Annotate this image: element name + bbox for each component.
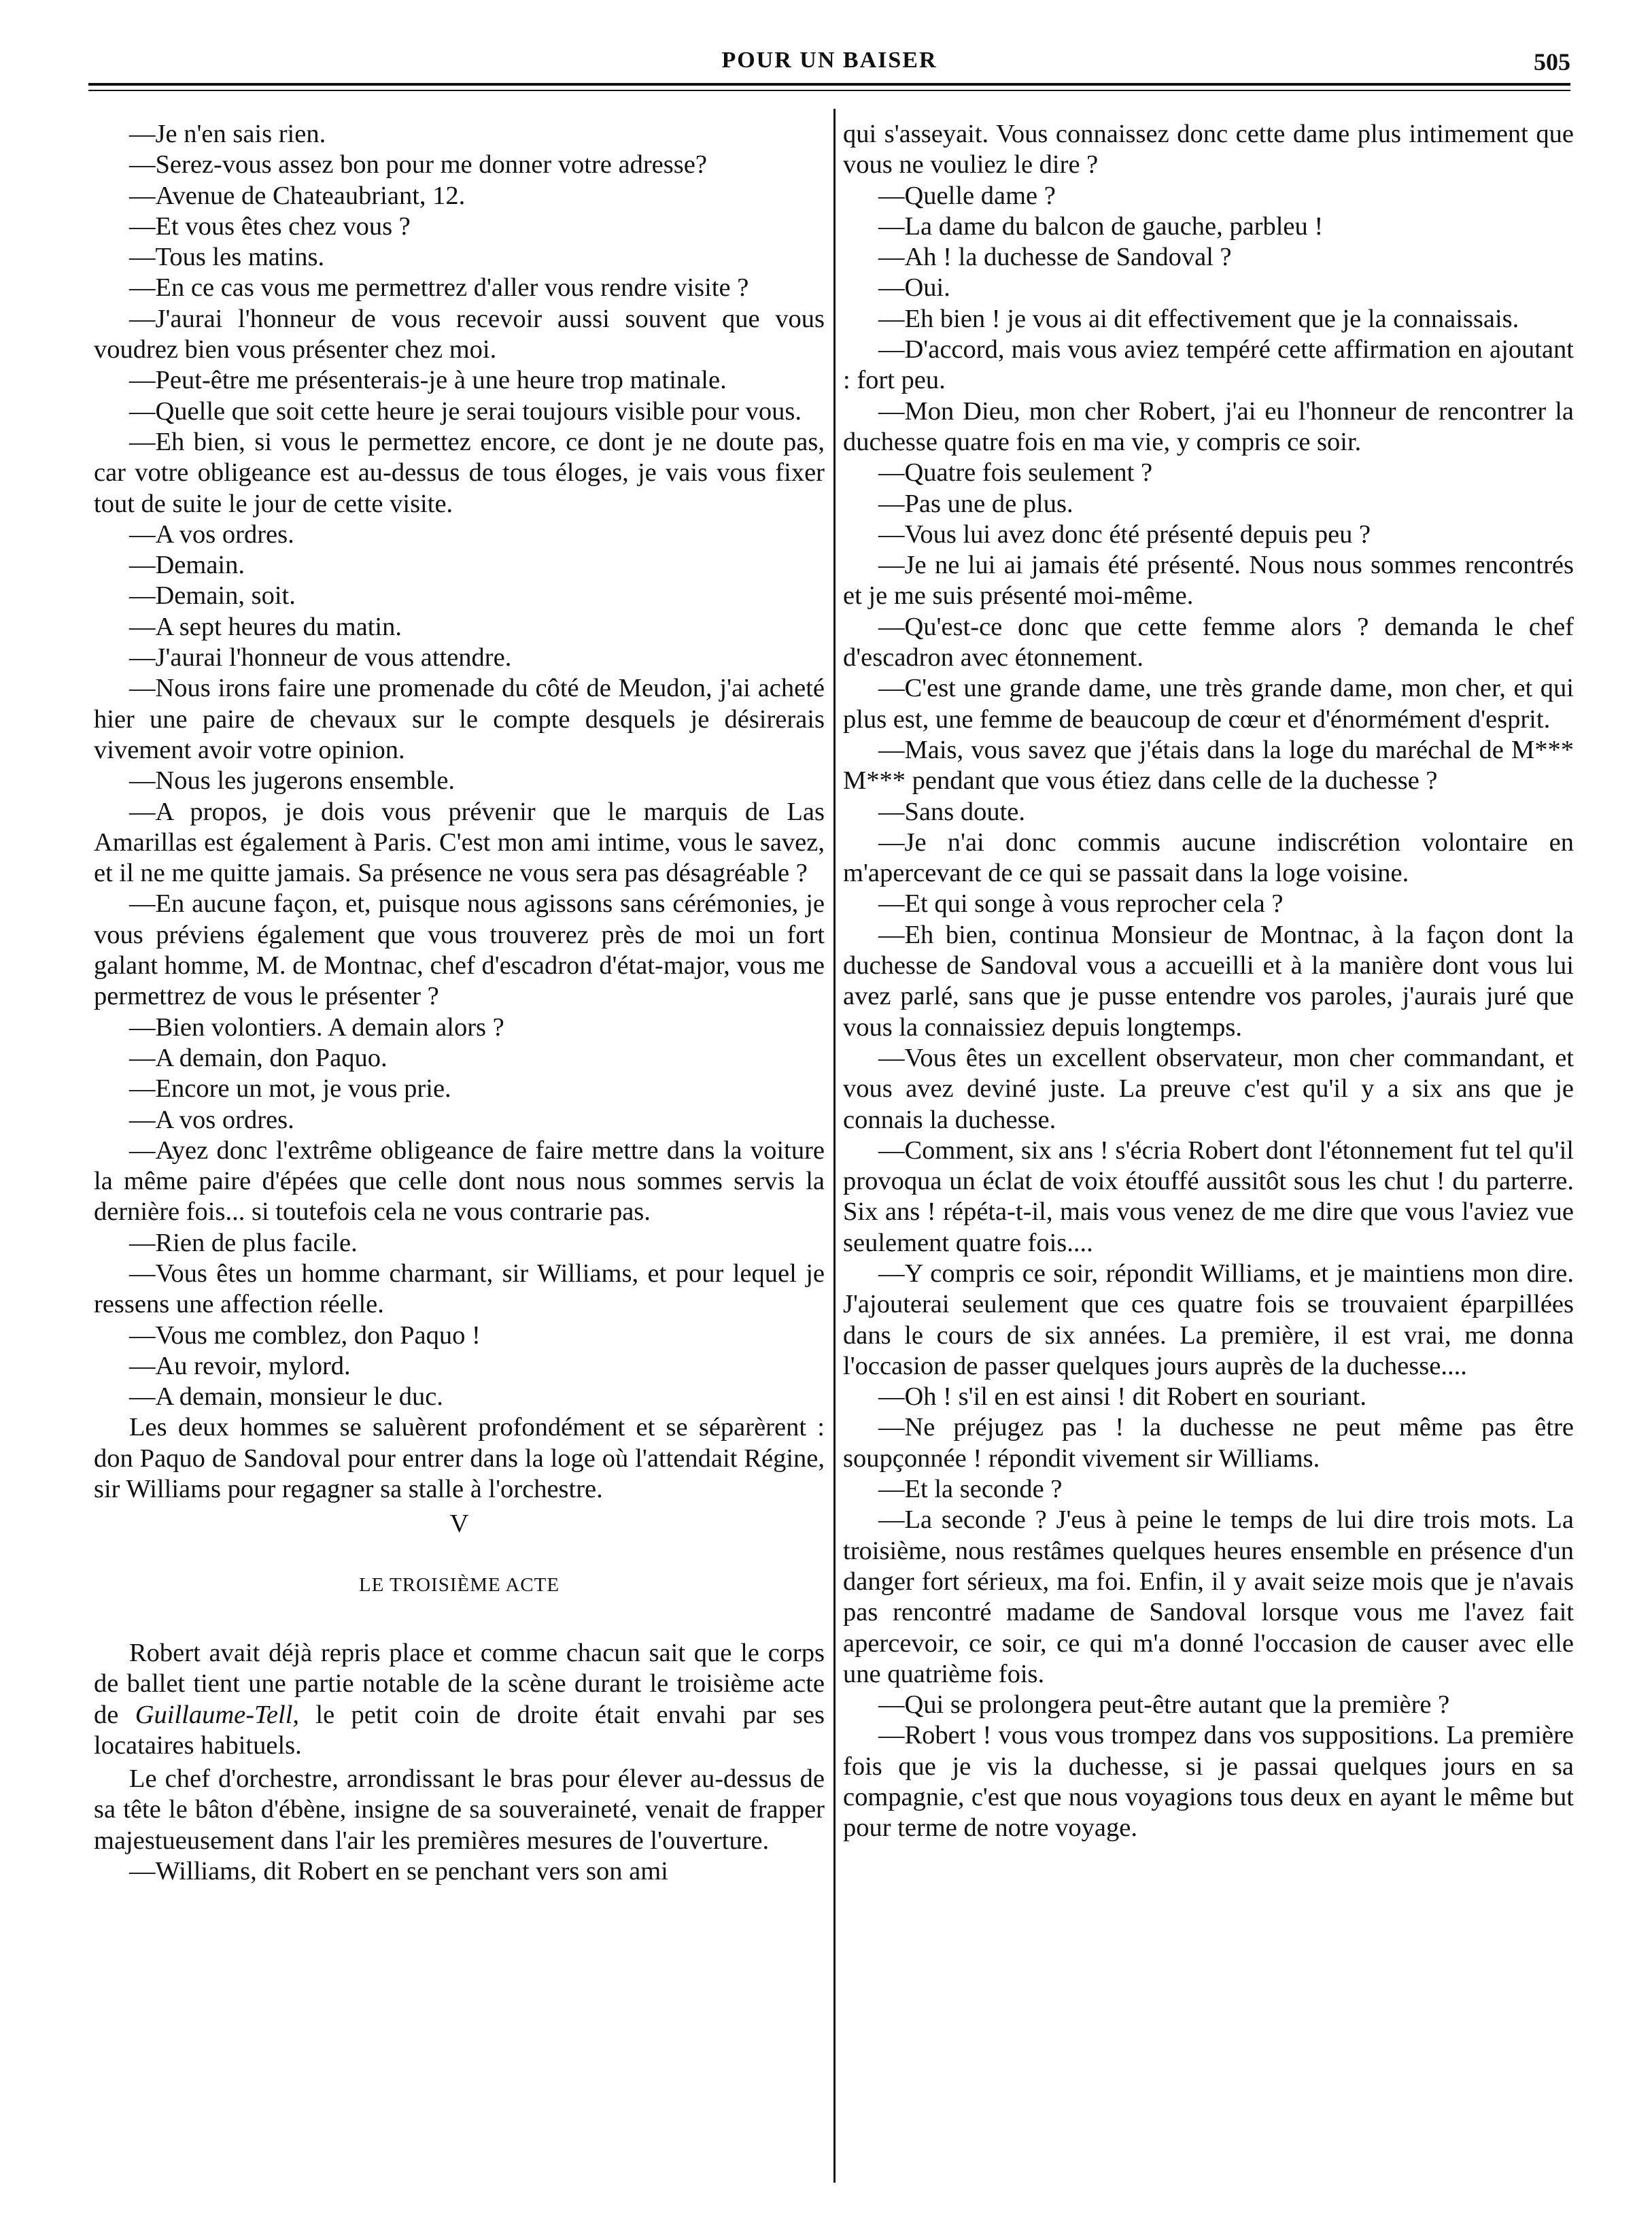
- paragraph: —Rien de plus facile.: [129, 1228, 358, 1257]
- paragraph: —Et la seconde ?: [878, 1475, 1063, 1504]
- opera-title: Guillaume-Tell,: [135, 1700, 300, 1729]
- paragraph: —Ne préjugez pas ! la duchesse ne peut même pas être soupçonnée ! répondit vivement sir Williams.: [843, 1413, 1574, 1473]
- paragraph: —Comment, six ans ! s'écria Robert dont l'étonnement fut tel qu'il provoqua un éclat de voix étouffé aussitôt sous les chut ! du parterre. Six ans ! répéta-t-il, mais vous venez de me dire que vous l'aviez vue seulement quatre fois....: [843, 1136, 1574, 1257]
- right-column: [843, 119, 1574, 1844]
- paragraph: —A demain, don Paquo.: [129, 1043, 388, 1072]
- column-divider: [833, 109, 836, 2183]
- text-run: le petit coin de droite était envahi par ses locataires habituels.: [94, 1700, 825, 1760]
- paragraph: —Oui.: [878, 273, 950, 303]
- left-column: [94, 119, 825, 1887]
- paragraph: —En aucune façon, et, puisque nous agissons sans cérémonies, je vous préviens également que vous trouverez près de moi un fort galant homme, M. de Montnac, chef d'escadron d'état-major, vous me permettrez de vous le présenter ?: [94, 889, 825, 1011]
- paragraph: —Qu'est-ce donc que cette femme alors ? demanda le chef d'escadron avec étonnement.: [843, 612, 1574, 672]
- paragraph: —Je n'en sais rien.: [129, 120, 326, 148]
- paragraph: —Et vous êtes chez vous ?: [129, 211, 411, 241]
- paragraph: —C'est une grande dame, une très grande dame, mon cher, et qui plus est, une femme de beaucoup de cœur et d'énormément d'esprit.: [843, 674, 1574, 734]
- paragraph: —Ah ! la duchesse de Sandoval ?: [878, 243, 1232, 272]
- text-run: Robert avait déjà repris place et comme chacun sait que le corps de ballet tient une partie notable de la scène durant le troisième acte de: [94, 1638, 825, 1729]
- paragraph: —A demain, monsieur le duc.: [129, 1382, 443, 1412]
- paragraph: qui s'asseyait. Vous connaissez donc cette dame plus intimement que vous ne vouliez le dire ?: [843, 120, 1574, 180]
- paragraph: —A sept heures du matin.: [129, 612, 402, 641]
- paragraph: —Peut-être me présenterais-je à une heure trop matinale.: [129, 366, 727, 395]
- paragraph: [94, 1638, 825, 1761]
- running-title: POUR UN BAISER: [721, 48, 937, 73]
- section-number: V: [449, 1509, 469, 1539]
- paragraph: —Oh ! s'il en est ainsi ! dit Robert en souriant.: [878, 1382, 1367, 1412]
- paragraph: —J'aurai l'honneur de vous recevoir aussi souvent que vous voudrez bien vous présenter chez moi.: [94, 304, 825, 364]
- paragraph: —Au revoir, mylord.: [129, 1351, 351, 1380]
- paragraph: Le chef d'orchestre, arrondissant le bras pour élever au-dessus de sa tête le bâton d'ébène, insigne de sa souveraineté, venait de frapper majestueusement dans l'air les premières mesures de l'ouverture.: [94, 1764, 825, 1855]
- paragraph: —La seconde ? J'eus à peine le temps de lui dire trois mots. La troisième, nous restâmes quelques heures ensemble en présence d'un danger fort sérieux, ma foi. Enfin, il y avait seize mois que je n'avais pas rencontré madame de Sandoval lorsque vous me l'avez fait apercevoir, ce soir, ce qui m'a donné l'occasion de causer avec elle une quatrième fois.: [843, 1505, 1574, 1688]
- header-rule-thin: [88, 90, 1570, 91]
- paragraph: —Avenue de Chateaubriant, 12.: [129, 181, 466, 210]
- paragraph: —Robert ! vous vous trompez dans vos suppositions. La première fois que je vis la duchesse, si je passai quelques jours en sa compagnie, c'est que nous voyagions tous deux en ayant le même but pour terme de notre voyage.: [843, 1721, 1574, 1843]
- paragraph: —Vous lui avez donc été présenté depuis peu ?: [878, 519, 1371, 549]
- paragraph: —Et qui songe à vous reprocher cela ?: [878, 889, 1284, 919]
- paragraph: —Bien volontiers. A demain alors ?: [129, 1012, 504, 1042]
- paragraph: —Demain, soit.: [129, 581, 296, 611]
- paragraph: —Eh bien ! je vous ai dit effectivement que je la connaissais.: [878, 304, 1519, 333]
- paragraph: Les deux hommes se saluèrent profondément et se séparèrent : don Paquo de Sandoval pour entrer dans la loge où l'attendait Régine, sir Williams pour regagner sa stalle à l'orchestre.: [94, 1413, 825, 1504]
- header-rule-thick: [88, 83, 1570, 86]
- paragraph: —Vous êtes un homme charmant, sir Williams, et pour lequel je ressens une affection réelle.: [94, 1259, 825, 1319]
- paragraph: —Qui se prolongera peut-être autant que la première ?: [878, 1690, 1450, 1720]
- paragraph: —A propos, je dois vous prévenir que le marquis de Las Amarillas est également à Paris. C'est mon ami intime, vous le savez, et il ne me quitte jamais. Sa présence ne vous sera pas désagréable ?: [94, 797, 825, 888]
- paragraph: —Williams, dit Robert en se penchant vers son ami: [129, 1857, 668, 1886]
- paragraph: —J'aurai l'honneur de vous attendre.: [129, 643, 512, 672]
- paragraph: —Sans doute.: [878, 797, 1026, 826]
- paragraph: —Quatre fois seulement ?: [878, 458, 1153, 488]
- paragraph: —Pas une de plus.: [878, 489, 1073, 518]
- page-number: 505: [1534, 48, 1570, 75]
- paragraph: —Je ne lui ai jamais été présenté. Nous nous sommes rencontrés et je me suis présenté moi-même.: [843, 551, 1574, 611]
- paragraph: —Vous êtes un excellent observateur, mon cher commandant, et vous avez deviné juste. La preuve c'est qu'il y a six ans que je connais la duchesse.: [843, 1043, 1574, 1134]
- paragraph: —A vos ordres.: [129, 1105, 294, 1134]
- paragraph: —Ayez donc l'extrême obligeance de faire mettre dans la voiture la même paire d'épées que celle dont nous nous sommes servis la dernière fois... si toutefois cela ne vous contrarie pas.: [94, 1136, 825, 1227]
- paragraph: —Tous les matins.: [129, 243, 325, 272]
- paragraph: —Vous me comblez, don Paquo !: [129, 1320, 481, 1350]
- paragraph: —Y compris ce soir, répondit Williams, et je maintiens mon dire. J'ajouterai seulement que ces quatre fois se trouvaient éparpillées dans le cours de six années. La première, il est vrai, me donna l'occasion de passer quelques jours auprès de la duchesse....: [843, 1259, 1574, 1380]
- paragraph: —D'accord, mais vous aviez tempéré cette affirmation en ajoutant : fort peu.: [843, 335, 1574, 395]
- paragraph: —Je n'ai donc commis aucune indiscrétion volontaire en m'apercevant de ce qui se passait dans la loge voisine.: [843, 828, 1574, 888]
- section-title: LE TROISIÈME ACTE: [358, 1573, 560, 1596]
- paragraph: —Quelle que soit cette heure je serai toujours visible pour vous.: [129, 396, 802, 426]
- paragraph: —En ce cas vous me permettrez d'aller vous rendre visite ?: [129, 273, 749, 303]
- paragraph: —La dame du balcon de gauche, parbleu !: [878, 211, 1324, 241]
- page-header: [88, 48, 1570, 88]
- paragraph: —Serez-vous assez bon pour me donner votre adresse?: [129, 150, 707, 180]
- paragraph: —Demain.: [129, 551, 245, 580]
- paragraph: —Nous les jugerons ensemble.: [129, 766, 455, 796]
- paragraph: —Mais, vous savez que j'étais dans la loge du maréchal de M*** M*** pendant que vous étiez dans celle de la duchesse ?: [843, 735, 1574, 796]
- paragraph: —Eh bien, si vous le permettez encore, ce dont je ne doute pas, car votre obligeance est au-dessus de tous éloges, je vais vous fixer tout de suite le jour de cette visite.: [94, 427, 825, 518]
- paragraph: —Quelle dame ?: [878, 181, 1056, 210]
- paragraph: —Eh bien, continua Monsieur de Montnac, à la façon dont la duchesse de Sandoval vous a accueilli et à la manière dont vous lui avez parlé, sans que je pusse entendre vos paroles, j'aurais juré que vous la connaissiez depuis longtemps.: [843, 920, 1574, 1042]
- paragraph: —Nous irons faire une promenade du côté de Meudon, j'ai acheté hier une paire de chevaux sur le compte desquels je désirerais vivement avoir votre opinion.: [94, 674, 825, 764]
- paragraph: —Mon Dieu, mon cher Robert, j'ai eu l'honneur de rencontrer la duchesse quatre fois en ma vie, y compris ce soir.: [843, 396, 1574, 456]
- paragraph: —Encore un mot, je vous prie.: [129, 1074, 451, 1104]
- paragraph: —A vos ordres.: [129, 519, 294, 549]
